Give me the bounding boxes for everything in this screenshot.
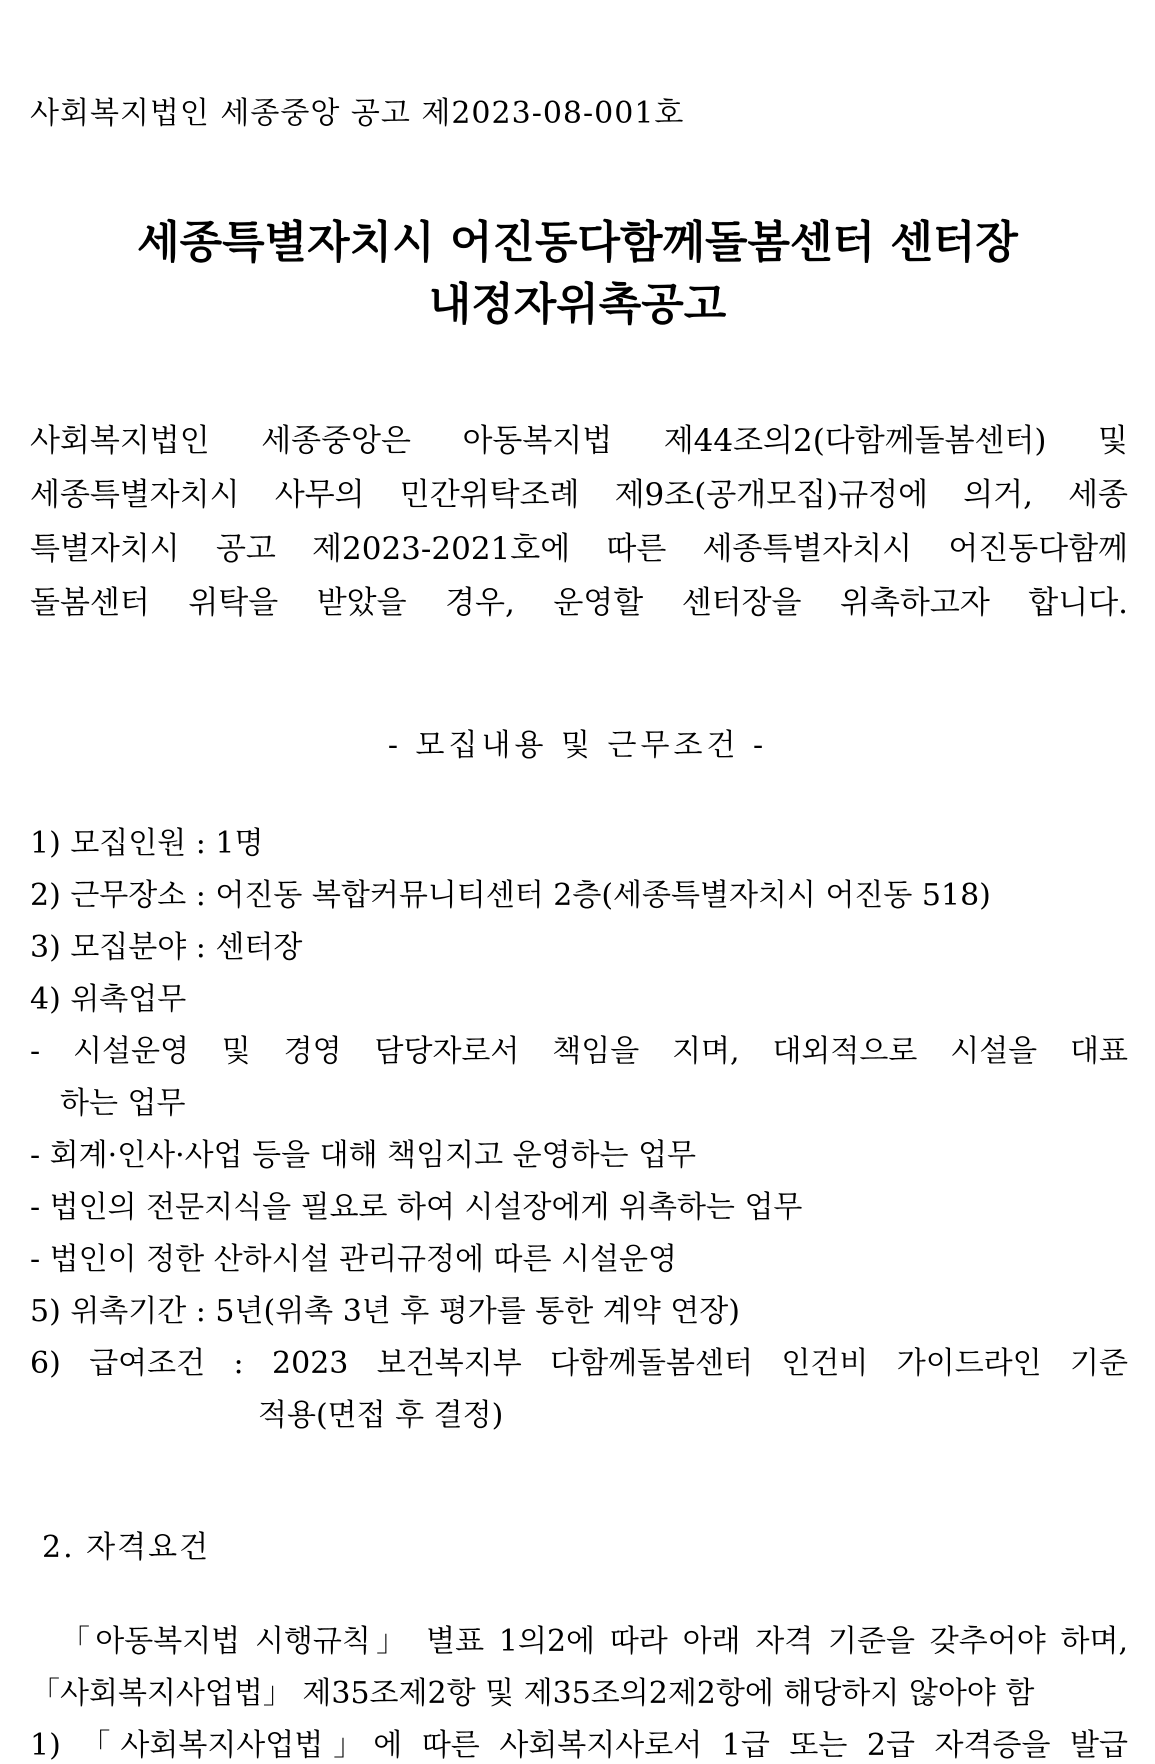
item-duties-heading: 4) 위촉업무 — [30, 982, 187, 1017]
intro-paragraph — [30, 414, 1128, 630]
intro-line: 돌봄센터 위탁을 받았을 경우, 운영할 센터장을 위촉하고자 합니다. — [30, 585, 1128, 621]
item-work-place: 2) 근무장소 : 어진동 복합커뮤니티센터 2층(세종특별자치시 어진동 518) — [30, 878, 991, 913]
item-recruit-field: 3) 모집분야 : 센터장 — [30, 930, 303, 965]
intro-line: 사회복지법인 세종중앙은 아동복지법 제44조의2(다함께돌봄센터) 및 — [30, 423, 1128, 459]
item-duty: - 회계·인사·사업 등을 대해 책임지고 운영하는 업무 — [30, 1138, 697, 1173]
intro-line: 세종특별자치시 사무의 민간위탁조례 제9조(공개모집)규정에 의거, 세종 — [30, 477, 1128, 513]
notice-number: 사회복지법인 세종중앙 공고 제2023-08-001호 — [30, 96, 685, 131]
intro-line: 특별자치시 공고 제2023-2021호에 따른 세종특별자치시 어진동다함께 — [30, 531, 1128, 567]
section-heading-recruitment: - 모집내용 및 근무조건 - — [387, 728, 768, 763]
item-duty-continued: 하는 업무 — [60, 1086, 186, 1121]
title-line-1: 세종특별자치시 어진동다함께돌봄센터 센터장 — [137, 217, 1018, 268]
qualification-line: 1) 「사회복지사업법」에 따른 사회복지사로서 1급 또는 2급 자격증을 발급 — [30, 1728, 1128, 1763]
item-duty: - 법인의 전문지식을 필요로 하여 시설장에게 위촉하는 업무 — [30, 1190, 803, 1225]
item-duty: - 법인이 정한 산하시설 관리규정에 따른 시설운영 — [30, 1242, 677, 1277]
qualification-line: 「아동복지법 시행규칙」 별표 1의2에 따라 아래 자격 기준을 갖추어야 하며, — [60, 1624, 1128, 1659]
section-heading-qualification: 2. 자격요건 — [42, 1530, 211, 1565]
item-salary: 6) 급여조건 : 2023 보건복지부 다함께돌봄센터 인건비 가이드라인 기준 — [30, 1346, 1128, 1381]
qualification-line: 「사회복지사업법」 제35조제2항 및 제35조의2제2항에 해당하지 않아야 함 — [30, 1676, 1035, 1711]
item-salary-continued: 적용(면접 후 결정) — [258, 1398, 504, 1433]
item-term: 5) 위촉기간 : 5년(위촉 3년 후 평가를 통한 계약 연장) — [30, 1294, 740, 1329]
title-line-2: 내정자위촉공고 — [428, 279, 727, 330]
document-title — [0, 212, 1155, 336]
item-recruit-count: 1) 모집인원 : 1명 — [30, 826, 264, 861]
item-duty: - 시설운영 및 경영 담당자로서 책임을 지며, 대외적으로 시설을 대표 — [30, 1034, 1128, 1069]
